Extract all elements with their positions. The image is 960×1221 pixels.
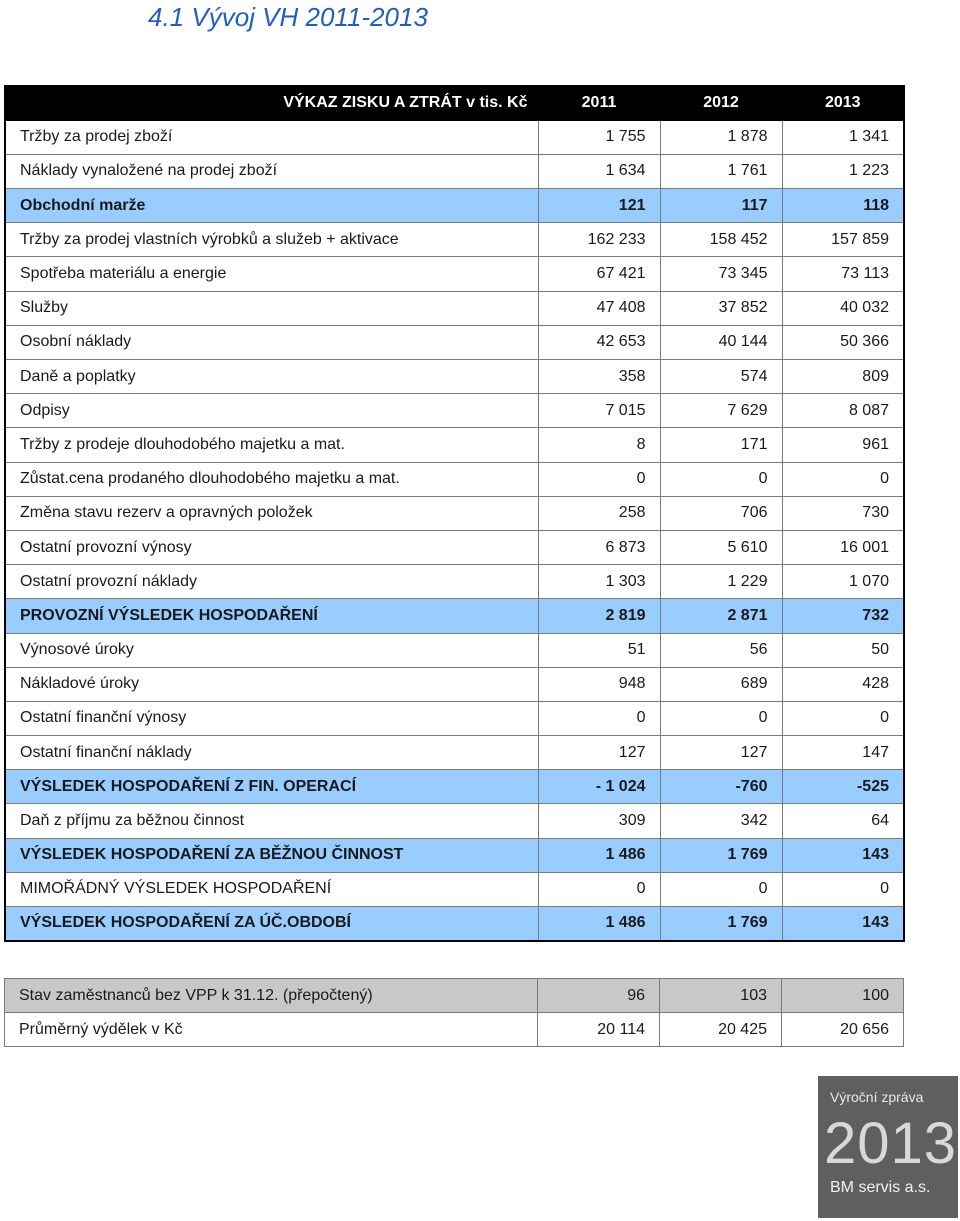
table-row <box>5 667 904 701</box>
row-label: Změna stavu rezerv a opravných položek <box>5 496 538 530</box>
row-label: Stav zaměstnanců bez VPP k 31.12. (přepočtený) <box>5 979 538 1013</box>
row-value: 5 610 <box>660 530 782 564</box>
row-label: Výnosové úroky <box>5 633 538 667</box>
table-row <box>5 736 904 770</box>
row-value: 358 <box>538 360 660 394</box>
row-value: 47 408 <box>538 291 660 325</box>
row-value: 40 144 <box>660 325 782 359</box>
year-header-2013: 2013 <box>782 86 904 120</box>
row-label: Tržby z prodeje dlouhodobého majetku a mat. <box>5 428 538 462</box>
row-value: - 1 024 <box>538 770 660 804</box>
row-value: 121 <box>538 189 660 223</box>
table-row <box>5 907 904 941</box>
row-value: 20 114 <box>538 1013 660 1047</box>
logo-company: BM servis a.s. <box>830 1179 931 1196</box>
row-value: 961 <box>782 428 904 462</box>
row-value: 1 769 <box>660 838 782 872</box>
page-title: 4.1 Vývoj VH 2011-2013 <box>148 2 428 32</box>
row-value: 706 <box>660 496 782 530</box>
table-row <box>5 979 904 1013</box>
row-value: 0 <box>782 872 904 906</box>
row-value: 64 <box>782 804 904 838</box>
logo-subtitle: Výroční zpráva <box>830 1089 924 1105</box>
row-value: 143 <box>782 907 904 941</box>
row-value: 0 <box>538 701 660 735</box>
row-value: 7 015 <box>538 394 660 428</box>
row-value: 7 629 <box>660 394 782 428</box>
table-row <box>5 701 904 735</box>
row-value: 1 303 <box>538 565 660 599</box>
row-value: 51 <box>538 633 660 667</box>
table-row <box>5 154 904 188</box>
row-value: 1 486 <box>538 838 660 872</box>
logo-year: 2013 <box>824 1111 958 1176</box>
table-row <box>5 804 904 838</box>
row-label: Tržby za prodej zboží <box>5 120 538 154</box>
row-value: 342 <box>660 804 782 838</box>
income-statement-table <box>4 85 905 942</box>
table-row <box>5 462 904 496</box>
row-value: 1 229 <box>660 565 782 599</box>
row-value: 428 <box>782 667 904 701</box>
row-value: 50 366 <box>782 325 904 359</box>
row-label: Služby <box>5 291 538 325</box>
row-label: Ostatní provozní výnosy <box>5 530 538 564</box>
row-value: 127 <box>538 736 660 770</box>
row-label: Náklady vynaložené na prodej zboží <box>5 154 538 188</box>
row-label: Obchodní marže <box>5 189 538 223</box>
row-value: 158 452 <box>660 223 782 257</box>
table-row <box>5 1013 904 1047</box>
row-value: 147 <box>782 736 904 770</box>
row-value: 1 634 <box>538 154 660 188</box>
row-value: 732 <box>782 599 904 633</box>
row-label: Daně a poplatky <box>5 360 538 394</box>
row-value: 157 859 <box>782 223 904 257</box>
table-row <box>5 223 904 257</box>
row-label: Tržby za prodej vlastních výrobků a služeb + aktivace <box>5 223 538 257</box>
staff-table <box>4 978 904 1047</box>
row-label: Nákladové úroky <box>5 667 538 701</box>
row-value: 1 878 <box>660 120 782 154</box>
table-row <box>5 360 904 394</box>
row-value: 103 <box>660 979 782 1013</box>
row-label: Ostatní provozní náklady <box>5 565 538 599</box>
row-value: 0 <box>538 872 660 906</box>
table-row <box>5 325 904 359</box>
row-value: -525 <box>782 770 904 804</box>
row-value: 118 <box>782 189 904 223</box>
row-value: 1 070 <box>782 565 904 599</box>
row-value: 1 486 <box>538 907 660 941</box>
row-value: 50 <box>782 633 904 667</box>
table-row <box>5 257 904 291</box>
row-label: Daň z příjmu za běžnou činnost <box>5 804 538 838</box>
table-header-label: VÝKAZ ZISKU A ZTRÁT v tis. Kč <box>5 86 538 120</box>
annual-report-logo <box>818 1076 958 1218</box>
row-value: 8 <box>538 428 660 462</box>
row-label: VÝSLEDEK HOSPODAŘENÍ Z FIN. OPERACÍ <box>5 770 538 804</box>
row-value: 0 <box>782 701 904 735</box>
row-value: 56 <box>660 633 782 667</box>
row-value: 67 421 <box>538 257 660 291</box>
row-value: 42 653 <box>538 325 660 359</box>
row-value: 8 087 <box>782 394 904 428</box>
row-value: 20 425 <box>660 1013 782 1047</box>
row-label: Osobní náklady <box>5 325 538 359</box>
row-value: 117 <box>660 189 782 223</box>
row-value: 73 345 <box>660 257 782 291</box>
row-value: 2 871 <box>660 599 782 633</box>
row-value: 96 <box>538 979 660 1013</box>
row-label: VÝSLEDEK HOSPODAŘENÍ ZA ÚČ.OBDOBÍ <box>5 907 538 941</box>
row-value: 171 <box>660 428 782 462</box>
year-header-2011: 2011 <box>538 86 660 120</box>
row-value: 127 <box>660 736 782 770</box>
row-value: 2 819 <box>538 599 660 633</box>
row-value: 689 <box>660 667 782 701</box>
year-header-2012: 2012 <box>660 86 782 120</box>
row-value: 100 <box>782 979 904 1013</box>
row-value: 948 <box>538 667 660 701</box>
row-value: 730 <box>782 496 904 530</box>
row-value: 143 <box>782 838 904 872</box>
table-row <box>5 291 904 325</box>
row-value: 1 769 <box>660 907 782 941</box>
row-value: -760 <box>660 770 782 804</box>
row-label: Zůstat.cena prodaného dlouhodobého majetku a mat. <box>5 462 538 496</box>
row-value: 0 <box>660 701 782 735</box>
row-value: 0 <box>660 872 782 906</box>
row-label: VÝSLEDEK HOSPODAŘENÍ ZA BĚŽNOU ČINNOST <box>5 838 538 872</box>
row-value: 0 <box>782 462 904 496</box>
row-value: 1 223 <box>782 154 904 188</box>
row-label: Ostatní finanční náklady <box>5 736 538 770</box>
row-value: 1 755 <box>538 120 660 154</box>
row-value: 574 <box>660 360 782 394</box>
table-row <box>5 189 904 223</box>
row-label: Průměrný výdělek v Kč <box>5 1013 538 1047</box>
row-value: 6 873 <box>538 530 660 564</box>
row-label: Ostatní finanční výnosy <box>5 701 538 735</box>
row-value: 809 <box>782 360 904 394</box>
row-value: 309 <box>538 804 660 838</box>
row-value: 258 <box>538 496 660 530</box>
table-row <box>5 496 904 530</box>
row-value: 40 032 <box>782 291 904 325</box>
table-row <box>5 565 904 599</box>
row-value: 16 001 <box>782 530 904 564</box>
table-row <box>5 599 904 633</box>
row-label: Spotřeba materiálu a energie <box>5 257 538 291</box>
table-row <box>5 428 904 462</box>
table-header-row <box>5 86 904 120</box>
row-label: PROVOZNÍ VÝSLEDEK HOSPODAŘENÍ <box>5 599 538 633</box>
table-row <box>5 838 904 872</box>
row-value: 37 852 <box>660 291 782 325</box>
row-value: 0 <box>660 462 782 496</box>
table-row <box>5 120 904 154</box>
row-value: 1 341 <box>782 120 904 154</box>
table-row <box>5 770 904 804</box>
row-value: 20 656 <box>782 1013 904 1047</box>
row-label: Odpisy <box>5 394 538 428</box>
table-row <box>5 633 904 667</box>
table-row <box>5 530 904 564</box>
table-row <box>5 872 904 906</box>
row-value: 162 233 <box>538 223 660 257</box>
row-label: MIMOŘÁDNÝ VÝSLEDEK HOSPODAŘENÍ <box>5 872 538 906</box>
row-value: 1 761 <box>660 154 782 188</box>
row-value: 0 <box>538 462 660 496</box>
table-row <box>5 394 904 428</box>
row-value: 73 113 <box>782 257 904 291</box>
